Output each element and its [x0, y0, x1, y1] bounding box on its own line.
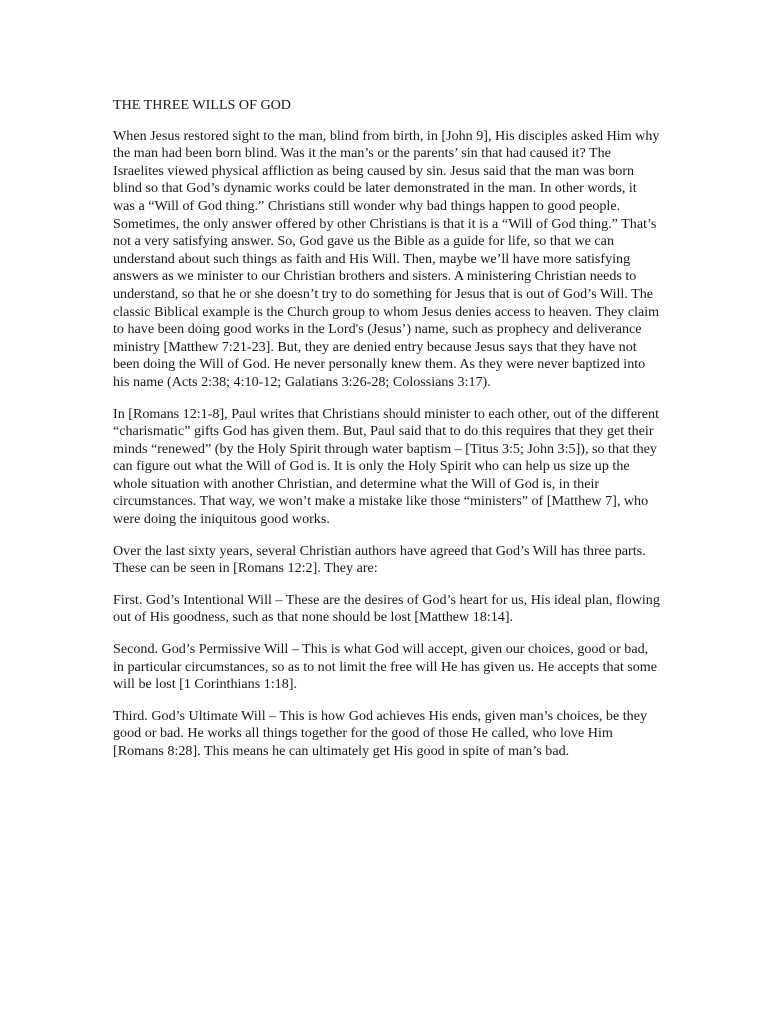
paragraph-ultimate-will: Third. God’s Ultimate Will – This is how God achieves His ends, given man’s choices, be they good or bad. He works all things together for the good of those He called, who love Him [Romans 8:28]. This means he can ultimately get His good in spite of man’s bad. [113, 707, 647, 759]
document-page [113, 97, 661, 775]
paragraph-romans-12: In [Romans 12:1-8], Paul writes that Christians should minister to each other, out of the different “charismatic” gifts God has given them. But, Paul said that to do this requires that they get their minds “renewed” (by the Holy Spirit through water baptism – [Titus 3:5; John 3:5]), so that they can figure out what the Will of God is. It is only the Holy Spirit who can help us size up the whole situation with another Christian, and determine what the Will of God is, in their circumstances. That way, we won’t make a mistake like those “ministers” of [Matthew 7], who were doing the iniquitous good works. [113, 405, 659, 528]
paragraph-john-9: When Jesus restored sight to the man, blind from birth, in [John 9], His disciples asked Him why the man had been born blind. Was it the man’s or the parents’ sin that had caused it? The Israelites viewed physical affliction as being caused by sin. Jesus said that the man was born blind so that God’s dynamic works could be later demonstrated in the man. In other words, it was a “Will of God thing.” Christians still wonder why bad things happen to good people. Sometimes, the only answer offered by other Christians is that it is a “Will of God thing.” That’s not a very satisfying answer. So, God gave us the Bible as a guide for life, so that we can understand about such things as faith and His Will. Then, maybe we’ll have more satisfying answers as we minister to our Christian brothers and sisters. A ministering Christian needs to understand, so that he or she doesn’t try to do something for Jesus that is out of God’s Will. The classic Biblical example is the Church group to whom Jesus denies access to heaven. They claim to have been doing good works in the Lord's (Jesus’) name, such as prophecy and deliverance ministry [Matthew 7:21-23]. But, they are denied entry because Jesus says that they have not been doing the Will of God. He never personally knew them. As they were never baptized into his name (Acts 2:38; 4:10-12; Galatians 3:26-28; Colossians 3:17). [113, 127, 660, 390]
paragraph-three-parts: Over the last sixty years, several Christian authors have agreed that God’s Will has three parts. These can be seen in [Romans 12:2]. They are: [113, 542, 646, 577]
paragraph-permissive-will: Second. God’s Permissive Will – This is what God will accept, given our choices, good or bad, in particular circumstances, so as to not limit the free will He has given us. He accepts that some will be lost [1 Corinthians 1:18]. [113, 641, 658, 693]
document-title: THE THREE WILLS OF GOD [113, 97, 291, 113]
paragraph-intentional-will: First. God’s Intentional Will – These are the desires of God’s heart for us, His ideal plan, flowing out of His goodness, such as that none should be lost [Matthew 18:14]. [113, 591, 660, 626]
